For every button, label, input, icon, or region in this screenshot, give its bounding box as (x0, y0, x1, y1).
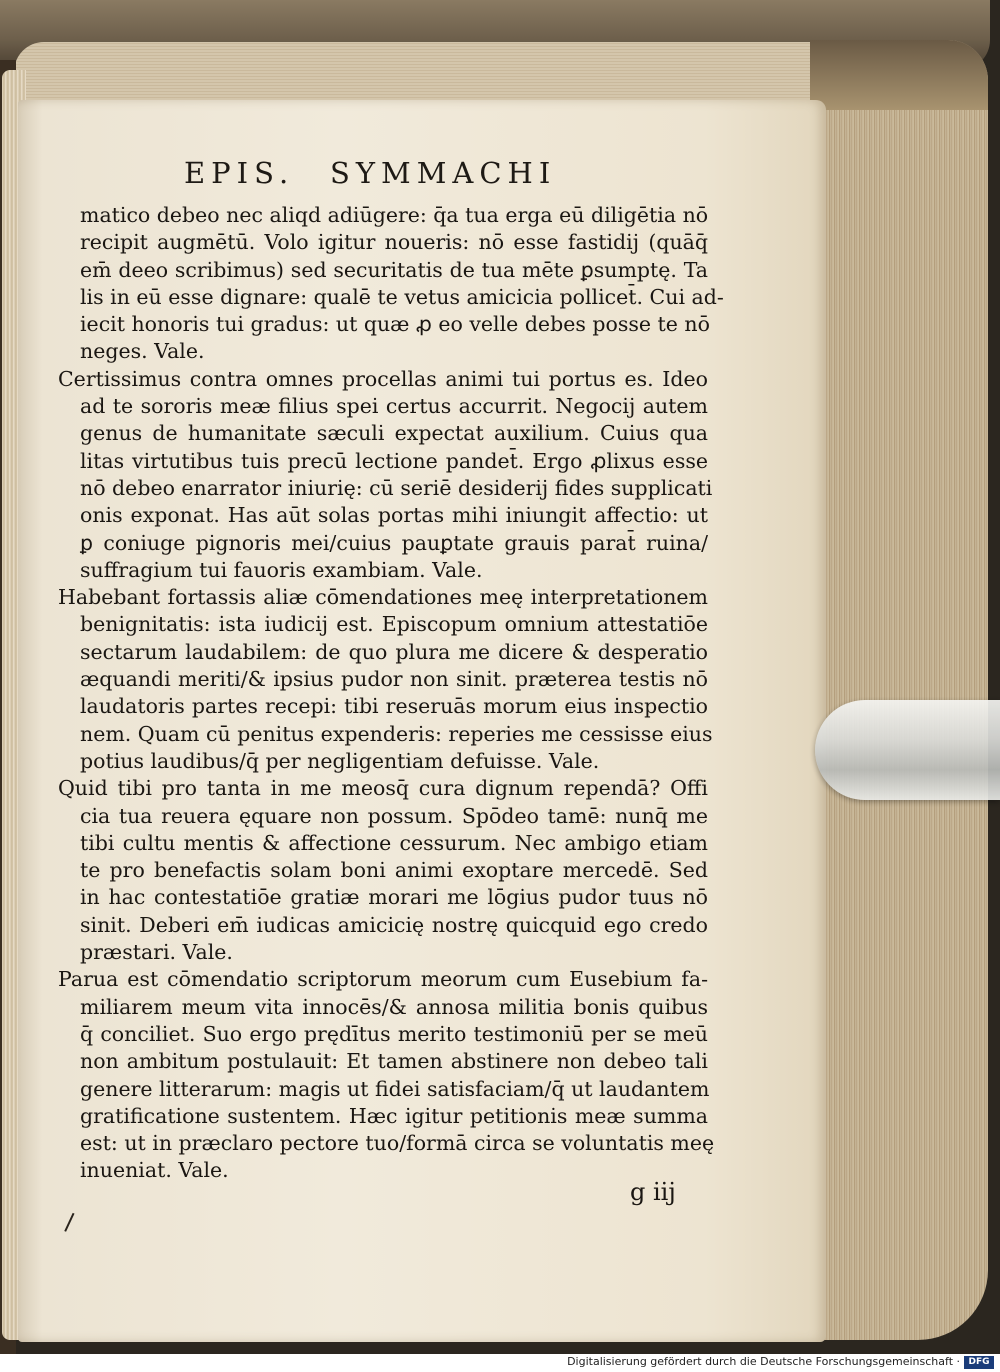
text-line: in hac contestatiōe gratiæ morari me lōgius pudor tuus nō (80, 885, 708, 910)
page-stack-fore-edge (810, 40, 988, 1340)
text-line: em̄ deeo scribimus) sed securitatis de tua mēte ꝑsumptę. Ta (80, 257, 708, 282)
text-line: Quid tibi pro tanta in me meosq̄ cura dignum rependā? Offi (58, 776, 708, 801)
text-line: neges. Vale. (80, 339, 205, 364)
text-line: ad te sororis meæ filius spei certus accurrit. Negocij autem (80, 394, 708, 419)
text-line: genus de humanitate sæculi expectat auxilium. Cuius qua (80, 421, 708, 446)
text-line: matico debeo nec aliqd adiūgere: q̄a tua erga eū diligētia nō (80, 203, 709, 227)
text-line: ꝑ coniuge pignoris mei/cuius pauꝑtate grauis parat̄ ruina/ (80, 530, 708, 555)
text-line: q̄ conciliet. Suo ergo prędītus merito testimoniū per se meū (80, 1021, 708, 1046)
text-line: nem. Quam cū penitus expenderis: reperies me cessisse eius (80, 721, 713, 746)
text-line: genere litterarum: magis ut fidei satisfaciam/q̄ ut laudantem (80, 1076, 710, 1101)
text-line: te pro benefactis solam boni animi exoptare mercedē. Sed (80, 858, 708, 883)
page-holder-clip (815, 700, 1000, 800)
text-line: inueniat. Vale. (80, 1158, 229, 1183)
text-line: est: ut in præclaro pectore tuo/formā circa se voluntatis meę (80, 1131, 715, 1156)
text-line: tibi cultu mentis & affectione cessurum. Nec ambigo etiam (80, 830, 708, 855)
signature-mark: g iij (630, 1178, 676, 1206)
running-head-right: SYMMACHI (330, 156, 557, 190)
footer-bar (0, 1354, 1000, 1372)
text-line: cia tua reuera ęquare non possum. Spōdeo tamē: nunq̄ me (80, 803, 708, 828)
text-line: Certissimus contra omnes procellas animi tui portus es. Ideo (58, 366, 708, 391)
text-line: Parua est cōmendatio scriptorum meorum cum Eusebium fa- (58, 967, 708, 992)
text-line: æquandi meriti/& ipsius pudor non sinit. præterea testis nō (80, 667, 708, 692)
text-line: sectarum laudabilem: de quo plura me dicere & desperatio (80, 639, 708, 664)
text-line: potius laudibus/q̄ per negligentiam defuisse. Vale. (80, 748, 600, 773)
text-line: suffragium tui fauoris exambiam. Vale. (80, 557, 483, 582)
text-line: recipit augmētū. Volo igitur noueris: nō esse fastidij (quāq̄ (80, 230, 708, 255)
text-line: litas virtutibus tuis precū lectione pandet̄. Ergo ꝓlixus esse (80, 448, 708, 473)
text-line: non ambitum postulauit: Et tamen abstinere non debeo tali (80, 1049, 708, 1074)
running-head (170, 156, 600, 196)
text-line: miliarem meum vita innocēs/& annosa militia bonis quibus (80, 994, 708, 1019)
text-line: gratificatione sustentem. Hæc igitur petitionis meæ summa (80, 1103, 708, 1128)
text-line: præstari. Vale. (80, 940, 233, 965)
running-head-left: EPIS. (184, 156, 295, 190)
text-line: iecit honoris tui gradus: ut quæ ꝓ eo velle debes posse te nō (80, 312, 710, 337)
text-line: benignitatis: ista iudicij est. Episcopum omnium attestatiōe (80, 612, 708, 637)
dfg-logo: DFG (964, 1356, 994, 1369)
footer-credit: Digitalisierung gefördert durch die Deutsche Forschungsgemeinschaft · (567, 1355, 960, 1368)
text-line: Habebant fortassis aliæ cōmendationes meę interpretationem (58, 585, 708, 610)
text-block (58, 202, 724, 1185)
text-line: sinit. Deberi em̄ iudicas amicicię nostrę quicquid ego credo (80, 912, 708, 937)
text-line: laudatoris partes recepi: tibi reseruās morum eius inspectio (80, 694, 708, 719)
text-line: onis exponat. Has aūt solas portas mihi iniungit affectio: ut (80, 503, 708, 528)
text-line: nō debeo enarrator iniurię: cū seriē desiderij fides supplicati (80, 475, 713, 500)
text-line: lis in eū esse dignare: qualē te vetus amicicia pollicet̄. Cui ad- (80, 284, 724, 309)
